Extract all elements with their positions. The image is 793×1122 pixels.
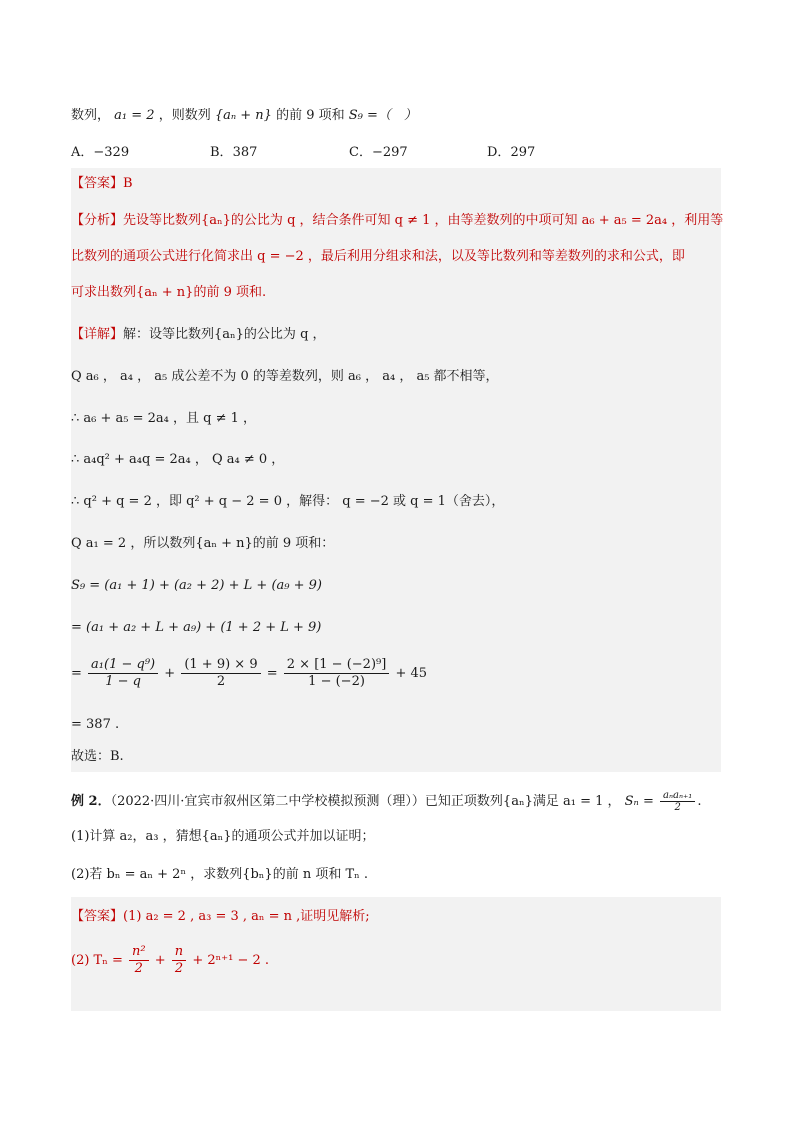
fraction-n: [172, 944, 186, 977]
detail-text-2: Q a₆ ， a₄ ， a₅ 成公差不为 0 的等差数列，则 a₆ ， a₄ ， a₅ 都不相等，: [71, 369, 499, 384]
analysis-tag: 【分析】: [71, 213, 124, 228]
fraction-numerator: aₙaₙ₊₁: [660, 790, 695, 802]
answer-value: B: [123, 176, 133, 191]
plus-sign: +: [164, 666, 176, 681]
detail-line-5: [71, 493, 504, 511]
fraction-numerator: n: [172, 944, 186, 961]
sn-label: Sₙ =: [624, 794, 654, 809]
example-tag: 例 2．: [71, 794, 111, 809]
stem-text: 数列，: [71, 108, 111, 123]
detail-result: = 387 .: [71, 717, 120, 732]
answer-2-line-1: [71, 908, 370, 926]
stem-a1: a₁ = 2: [114, 108, 155, 123]
fraction-numerator: n²: [129, 944, 149, 961]
analysis-line-3: [71, 284, 266, 302]
analysis-text-1: 先设等比数列{aₙ}的公比为 q ，结合条件可知 q ≠ 1 ，由等差数列的中项可知 a₆ + a₅ = 2a₄ ，利用等: [123, 213, 724, 228]
answer-2-tn: (2) Tₙ =: [71, 953, 123, 968]
fraction-numerator: (1 + 9) × 9: [181, 657, 260, 674]
detail-choice: 故选：B.: [71, 749, 124, 764]
detail-text-1: 解：设等比数列{aₙ}的公比为 q ，: [123, 327, 326, 342]
option-label: B．: [210, 145, 233, 160]
equals-sign: =: [266, 666, 278, 681]
detail-tag: 【详解】: [71, 327, 124, 342]
option-b: [210, 144, 257, 162]
option-d: [487, 144, 535, 162]
fraction-denominator: 1 − (−2): [308, 674, 365, 689]
analysis-text-2: 比数列的通项公式进行化简求出 q = −2 ，最后利用分组求和法，以及等比数列和等差数列的求和公式，即: [71, 249, 685, 264]
option-value: 387: [232, 145, 258, 160]
answer-2-tail: + 2ⁿ⁺¹ − 2 .: [192, 953, 269, 968]
detail-text-7: S₉ = (a₁ + 1) + (a₂ + 2) + L + (a₉ + 9): [71, 578, 322, 593]
fraction-evaluated: [284, 657, 390, 690]
stem-sequence: {aₙ + n}: [214, 108, 272, 123]
option-label: D．: [487, 145, 511, 160]
example-2-part-2: [71, 866, 368, 884]
detail-fraction-line: [71, 656, 427, 692]
sn-fraction: [660, 790, 695, 813]
option-value: 297: [510, 145, 536, 160]
option-a: [71, 144, 129, 162]
equals-sign: =: [71, 666, 82, 681]
analysis-text-3: 可求出数列{aₙ + n}的前 9 项和.: [71, 285, 267, 300]
answer-tag: 【答案】: [71, 176, 124, 191]
detail-text-3: ∴ a₆ + a₅ = 2a₄ ，且 q ≠ 1 ，: [71, 411, 257, 426]
example-2-part-1: [71, 828, 375, 846]
detail-line-7: [71, 577, 322, 595]
fraction-numerator: a₁(1 − q⁹): [88, 657, 158, 674]
analysis-line-2: [71, 248, 685, 266]
part-2-text: (2)若 bₙ = aₙ + 2ⁿ ，求数列{bₙ}的前 n 项和 Tₙ .: [71, 867, 369, 882]
answer-2-line-2: [71, 944, 269, 977]
fraction-denominator: 2: [134, 961, 143, 976]
fraction-geometric-sum: [88, 657, 158, 690]
plus-45: + 45: [395, 666, 428, 681]
fraction-denominator: 2: [216, 674, 226, 689]
detail-line-3: [71, 410, 256, 428]
detail-line-6: [71, 535, 334, 553]
detail-line-1: [71, 326, 326, 344]
fraction-denominator: 2: [674, 802, 681, 813]
option-c: [349, 144, 408, 162]
detail-line-10: [71, 716, 119, 734]
fraction-denominator: 2: [174, 961, 184, 976]
part-1-text: (1)计算 a₂，a₃ ，猜想{aₙ}的通项公式并加以证明；: [71, 829, 375, 844]
detail-line-2: [71, 368, 499, 386]
detail-text-6: Q a₁ = 2 ，所以数列{aₙ + n}的前 9 项和：: [71, 536, 335, 551]
stem-period: .: [697, 794, 702, 809]
fraction-denominator: 1 − q: [105, 674, 141, 689]
stem-text-3: 的前 9 项和: [276, 108, 345, 123]
option-label: C．: [349, 145, 372, 160]
detail-text-8: = (a₁ + a₂ + L + a₉) + (1 + 2 + L + 9): [71, 620, 322, 635]
fraction-arithmetic-sum: [181, 657, 260, 690]
option-value: −329: [93, 145, 130, 160]
example-2-stem: [71, 787, 701, 817]
stem-s9: S₉ =（ ）: [348, 108, 417, 123]
detail-line-4: [71, 451, 284, 469]
answer-1: [71, 175, 133, 193]
question-stem-line: [71, 107, 417, 125]
detail-text-5: ∴ q² + q = 2 ，即 q² + q − 2 = 0 ，解得： q = −2 或 q = 1（舍去），: [71, 494, 505, 509]
example-source: （2022·四川·宜宾市叙州区第二中学校模拟预测（理））已知正项数列{aₙ}满足 a₁ = 1 ，: [110, 794, 621, 809]
detail-text-4: ∴ a₄q² + a₄q = 2a₄ ， Q a₄ ≠ 0 ，: [71, 452, 285, 467]
detail-line-11: [71, 748, 124, 766]
option-label: A．: [71, 145, 94, 160]
plus-sign: +: [154, 953, 166, 968]
analysis-line-1: [71, 212, 723, 230]
option-value: −297: [371, 145, 408, 160]
answer-2-text-1: (1) a₂ = 2 , a₃ = 3 , aₙ = n ,证明见解析;: [123, 909, 370, 924]
fraction-n-squared: [129, 944, 149, 977]
fraction-numerator: 2 × [1 − (−2)⁹]: [284, 657, 390, 674]
answer-tag: 【答案】: [71, 909, 124, 924]
detail-line-8: [71, 619, 321, 637]
stem-text-2: ，则数列: [158, 108, 211, 123]
